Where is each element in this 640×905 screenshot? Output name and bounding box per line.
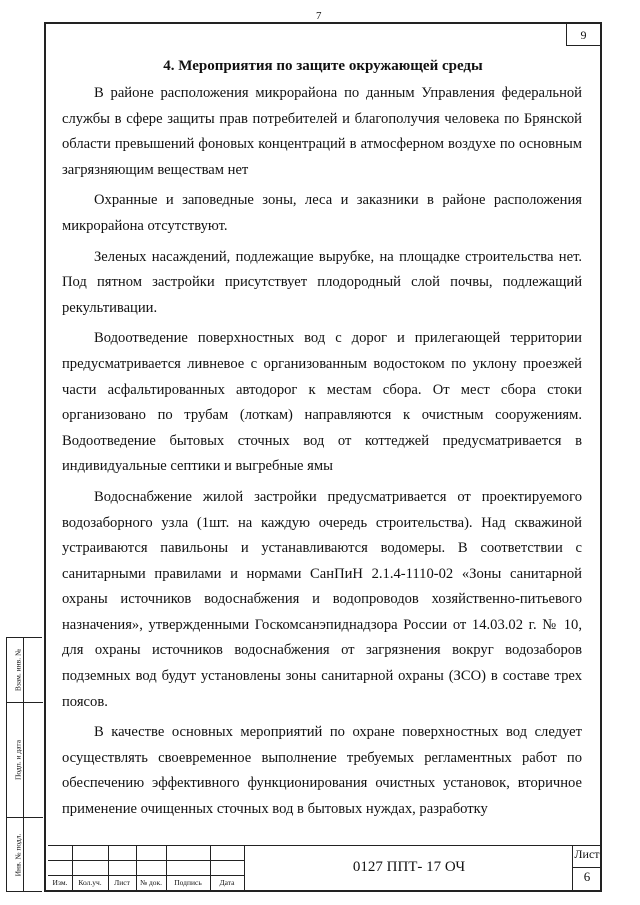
paragraph-drainage: Водоотведение поверхностных вод с дорог и прилегающей территории предусматривается ливневое с организованным водостоком по уклону проезжей части асфальтированных автодорог к местам сбора. От мест сбора стоки организовано по трубам (лоткам) направляются к очистным сооружениям. Водоотведение бытовых сточных вод от коттеджей предусматривается в индивидуальные септики и выгребные ямы	[62, 330, 582, 475]
paragraph-surface-water: В качестве основных мероприятий по охране поверхностных вод следует осуществлять своевременное выполнение требуемых регламентных работ по обеспечению эффективного функционирования очистных установок, вторичное применение очищенных сточных вод в бытовых нуждах, разработку	[62, 724, 582, 818]
side-label-replacement: Взам. инв. №	[13, 648, 23, 692]
sheet-number-box: 9	[566, 24, 600, 46]
paragraph-green-plantings: Зеленых насаждений, подлежащие вырубке, на площадке строительства нет. Под пятном застройки присутствует плодородный слой почвы, подлежащий рекультивации.	[62, 248, 582, 316]
sheet-label: Лист	[574, 847, 600, 861]
section-title: 4. Мероприятия по защите окружающей среды	[163, 58, 483, 74]
paragraph-water-supply: Водоснабжение жилой застройки предусматривается от проектируемого водозаборного узла (1шт. на каждую очередь строительства). Над скважиной устраиваются павильоны и устанавливаются водомеры. В соответствии с санитарными правилами и нормами СанПиН 2.1.4-1110-02 «Зоны санитарной охраны источников водоснабжения и водопроводов хозяйственно-питьевого назначения», утвержденными Госкомсанэпиднадзора России от 14.03.02 г. № 10, для охраны источников водоснабжения от загрязнения вокруг водозаборов подземных вод будут установлены зоны санитарной охраны (ЗСО) в составе трех поясов.	[62, 488, 582, 710]
stamp-header-count: Кол.уч.	[78, 878, 102, 887]
side-label-inventory: Инв. № подл.	[13, 833, 23, 876]
stamp-header-date: Дата	[219, 878, 235, 887]
stamp-header-change: Изм.	[52, 878, 68, 887]
body-text	[62, 81, 582, 823]
title-block	[44, 845, 602, 892]
paragraph-protected-zones: Охранные и заповедные зоны, леса и заказники в районе расположения микрорайона отсутствуют.	[62, 192, 582, 234]
stamp-row-line	[48, 860, 244, 861]
side-cell-signature	[7, 703, 43, 818]
page-top-number: 7	[316, 10, 322, 22]
stamp-row-line	[48, 875, 244, 876]
sheet-value: 6	[583, 869, 591, 884]
stamp-top-border	[48, 845, 602, 846]
stamp-header-signature: Подпись	[174, 878, 202, 887]
paragraph-air: В районе расположения микрорайона по данным Управления федеральной службы в сфере защиты прав потребителей и благополучия человека по Брянской области превышений фоновых концентраций в атмосферном воздухе по основным загрязняющим веществам нет	[62, 85, 582, 178]
side-label-signature: Подп. и дата	[13, 739, 23, 781]
document-code: 0127 ППТ- 17 ОЧ	[352, 859, 466, 875]
stamp-header-sheet: Лист	[114, 878, 130, 887]
side-cell-replacement	[7, 638, 43, 703]
stamp-header-doc: № док.	[139, 878, 163, 887]
stamp-sheet-divider	[572, 867, 602, 868]
side-stamp	[6, 637, 42, 892]
side-cell-inventory	[7, 818, 43, 891]
